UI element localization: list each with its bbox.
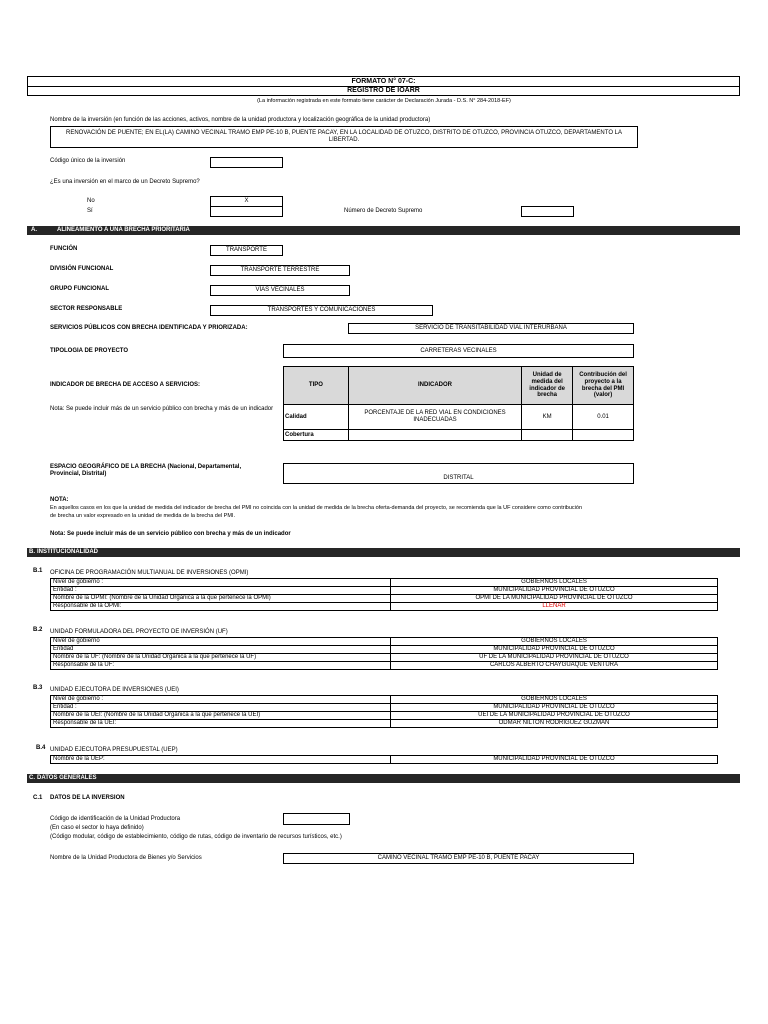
section-a-code: A. (31, 227, 37, 234)
row-tipo: Cobertura (284, 430, 349, 441)
table-row (284, 430, 634, 441)
row-label: Entidad : (51, 704, 391, 712)
inversion-name-label: Nombre de la inversión (en función de las acciones, activos, nombre de la unidad productora y localización geográfica de la unidad productora) (50, 117, 431, 123)
sector-label: SECTOR RESPONSABLE (50, 306, 123, 312)
codigo-up-label-2: (En caso el sector lo haya definido) (50, 825, 144, 831)
row-unidad[interactable]: KM (522, 405, 573, 430)
table-row (51, 712, 718, 720)
indicador-note: Nota: Se puede incluir más de un servicio público con brecha y más de un indicador (50, 406, 274, 412)
c1-title: DATOS DE LA INVERSION (50, 795, 125, 801)
col-header-tipo: TIPO (284, 367, 349, 405)
table-row (51, 603, 718, 611)
row-value[interactable]: UF DE LA MUNICIPALIDAD PROVINCIAL DE OTUZCO (391, 654, 718, 662)
b1-table (50, 578, 718, 611)
row-label: Entidad (51, 646, 391, 654)
espacio-field[interactable] (283, 463, 634, 484)
codigo-up-label-3: (Código modular, código de establecimiento, código de rutas, código de inventario de recursos turísticos, etc.) (50, 834, 342, 840)
nota-text-line-2: de brecha un valor expresado en la unidad de medida de la brecha del PMI. (50, 513, 235, 519)
table-row (51, 579, 718, 587)
row-indicador[interactable] (348, 430, 521, 441)
grupo-field[interactable] (210, 285, 350, 296)
grupo-label: GRUPO FUNCIONAL (50, 286, 109, 292)
table-row (51, 638, 718, 646)
b3-title: UNIDAD EJECUTORA DE INVERSIONES (UEI) (50, 687, 179, 693)
b1-title: OFICINA DE PROGRAMACIÓN MULTIANUAL DE INVERSIONES (OPMI) (50, 570, 249, 576)
row-value[interactable]: MUNICIPALIDAD PROVINCIAL DE OTUZCO (391, 756, 718, 764)
row-label: Nombre de la OPMI: (Nombre de la Unidad Orgánica a la que pertenece la OPMI) (51, 595, 391, 603)
indicator-table (283, 366, 634, 441)
row-label: Nivel de gobierno : (51, 696, 391, 704)
row-label: Responsable de la OPMI: (51, 603, 391, 611)
si-label: Sí (87, 208, 93, 214)
b2-code: B.2 (33, 627, 43, 633)
b4-code: B.4 (36, 745, 46, 751)
grupo-value: VÍAS VECINALES (255, 287, 305, 294)
b4-title: UNIDAD EJECUTORA PRESUPUESTAL (UEP) (50, 747, 178, 753)
section-a-title: ALINEAMIENTO A UNA BRECHA PRIORITARIA (57, 227, 190, 234)
row-label: Responsable de la UEI: (51, 720, 391, 728)
row-label: Responsable de la UF: (51, 662, 391, 670)
division-field[interactable] (210, 265, 350, 276)
nota-text-line-1: En aquellos casos en los que la unidad de medida del indicador de brecha del PMI no coincida con la unidad de medida de la brecha oferta-demanda del proyecto, se recomienda que la UF considere como contribución (50, 505, 582, 511)
nombre-up-field[interactable] (283, 853, 634, 864)
row-tipo: Calidad (284, 405, 349, 430)
num-decreto-field[interactable] (521, 206, 574, 217)
codigo-up-label-1: Código de identificación de la Unidad Productora (50, 816, 181, 822)
espacio-value: DISTRITAL (443, 475, 474, 482)
b3-code: B.3 (33, 685, 43, 691)
row-value[interactable]: GOBIERNOS LOCALES (391, 696, 718, 704)
row-label: Entidad : (51, 587, 391, 595)
table-row (51, 587, 718, 595)
section-c-code: C. (29, 775, 35, 782)
codigo-up-field[interactable] (283, 813, 350, 825)
row-value[interactable]: ODMAR NILTON RODRIGUEZ GUZMAN (391, 720, 718, 728)
division-value: TRANSPORTE TERRESTRE (240, 267, 320, 274)
table-row (51, 595, 718, 603)
codigo-unico-label: Código único de la inversión (50, 158, 126, 164)
section-c-header (27, 774, 740, 783)
num-decreto-label: Número de Decreto Supremo (344, 208, 423, 214)
nota-bold: Nota: Se puede incluir más de un servicio público con brecha y más de un indicador (50, 531, 291, 537)
table-row (51, 662, 718, 670)
funcion-field[interactable] (210, 245, 283, 256)
row-value[interactable]: LLENAR (391, 603, 718, 611)
row-value[interactable]: MUNICIPALIDAD PROVINCIAL DE OTUZCO (391, 646, 718, 654)
row-label: Nivel de gobierno : (51, 579, 391, 587)
row-label: Nombre de la UEI: (Nombre de la Unidad Orgánica a la que pertenece la UEI) (51, 712, 391, 720)
espacio-label: ESPACIO GEOGRÁFICO DE LA BRECHA (Nacional, Departamental, Provincial, Distrital) (50, 464, 242, 477)
b2-table (50, 637, 718, 670)
tipologia-label: TIPOLOGIA DE PROYECTO (50, 348, 129, 354)
row-label: Nombre de la UEP: (51, 756, 391, 764)
row-value[interactable]: GOBIERNOS LOCALES (391, 579, 718, 587)
row-value[interactable]: UEI DE LA MUNICIPALIDAD PROVINCIAL DE OTUZCO (391, 712, 718, 720)
row-unidad[interactable] (522, 430, 573, 441)
division-label: DIVISIÓN FUNCIONAL (50, 266, 114, 272)
codigo-unico-field[interactable] (210, 157, 283, 168)
nombre-up-label: Nombre de la Unidad Productora de Bienes y/o Servicios (50, 855, 202, 861)
section-a-header (27, 226, 740, 235)
c1-code: C.1 (33, 795, 43, 801)
table-row (51, 654, 718, 662)
b2-title: UNIDAD FORMULADORA DEL PROYECTO DE INVERSIÓN (UF) (50, 629, 228, 635)
table-row (51, 646, 718, 654)
funcion-value: TRANSPORTE (226, 247, 267, 254)
row-value[interactable]: OPMI DE LA MUNICIPALIDAD PROVINCIAL DE OTUZCO (391, 595, 718, 603)
form-subtitle: REGISTRO DE IOARR (347, 87, 420, 94)
row-label: Nivel de gobierno (51, 638, 391, 646)
b3-table (50, 695, 718, 728)
col-header-unidad: Unidad de medida del indicador de brecha (522, 367, 573, 405)
section-b-code: B. (29, 549, 35, 556)
tipologia-field[interactable] (283, 344, 634, 358)
decreto-question: ¿Es una inversión en el marco de un Decreto Supremo? (50, 179, 200, 185)
servicios-field[interactable] (348, 323, 634, 334)
row-indicador[interactable]: PORCENTAJE DE LA RED VIAL EN CONDICIONES INADECUADAS (348, 405, 521, 430)
servicios-value: SERVICIO DE TRANSITABILIDAD VIAL INTERURBANA (415, 325, 567, 332)
b1-code: B.1 (33, 568, 43, 574)
section-b-title: INSTITUCIONALIDAD (37, 549, 98, 556)
inversion-name-value: RENOVACIÓN DE PUENTE; EN EL(LA) CAMINO VECINAL TRAMO EMP PE-10 B, PUENTE PACAY, EN LA LOCALIDAD DE OTUZCO, DISTRITO DE OTUZCO, PROVINCIA OTUZCO, DEPARTAMENTO LA LIBERTAD. (66, 130, 622, 143)
table-row (51, 720, 718, 728)
servicios-label: SERVICIOS PÚBLICOS CON BRECHA IDENTIFICADA Y PRIORIZADA: (50, 325, 248, 331)
funcion-label: FUNCIÓN (50, 246, 78, 252)
section-b-header (27, 548, 740, 557)
table-row (51, 756, 718, 764)
no-value: X (244, 198, 249, 205)
row-contribucion[interactable] (573, 430, 634, 441)
sector-field[interactable] (210, 305, 433, 316)
table-row (284, 405, 634, 430)
inversion-name-field[interactable] (50, 126, 638, 148)
declaration-note: (La información registrada en este formato tiene carácter de Declaración Jurada - D.S. N° 284-2018-EF) (257, 98, 511, 104)
row-label: Nombre de la UF: (Nombre de la Unidad Orgánica a la que pertenece la UF) (51, 654, 391, 662)
sector-value: TRANSPORTES Y COMUNICACIONES (267, 307, 376, 314)
b4-table (50, 755, 718, 764)
row-contribucion[interactable]: 0.01 (573, 405, 634, 430)
col-header-indicador: INDICADOR (348, 367, 521, 405)
table-row (51, 696, 718, 704)
si-field[interactable] (210, 206, 283, 217)
form-header (27, 76, 740, 96)
indicador-label: INDICADOR DE BRECHA DE ACCESO A SERVICIOS: (50, 382, 201, 388)
col-header-contribucion: Contribución del proyecto a la brecha del PMI (valor) (573, 367, 634, 405)
row-value[interactable]: MUNICIPALIDAD PROVINCIAL DE OTUZCO (391, 587, 718, 595)
section-c-title: DATOS GENERALES (37, 775, 97, 782)
no-label: No (87, 198, 95, 204)
tipologia-value: CARRETERAS VECINALES (420, 347, 497, 354)
row-value[interactable]: GOBIERNOS LOCALES (391, 638, 718, 646)
nombre-up-value: CAMINO VECINAL TRAMO EMP PE-10 B, PUENTE PACAY (377, 855, 540, 862)
table-row (51, 704, 718, 712)
row-value[interactable]: MUNICIPALIDAD PROVINCIAL DE OTUZCO (391, 704, 718, 712)
row-value[interactable]: CARLOS ALBERTO CHAYGUAQUE VENTURA (391, 662, 718, 670)
nota-title: NOTA: (50, 497, 69, 503)
form-title: FORMATO N° 07-C: (351, 78, 416, 85)
